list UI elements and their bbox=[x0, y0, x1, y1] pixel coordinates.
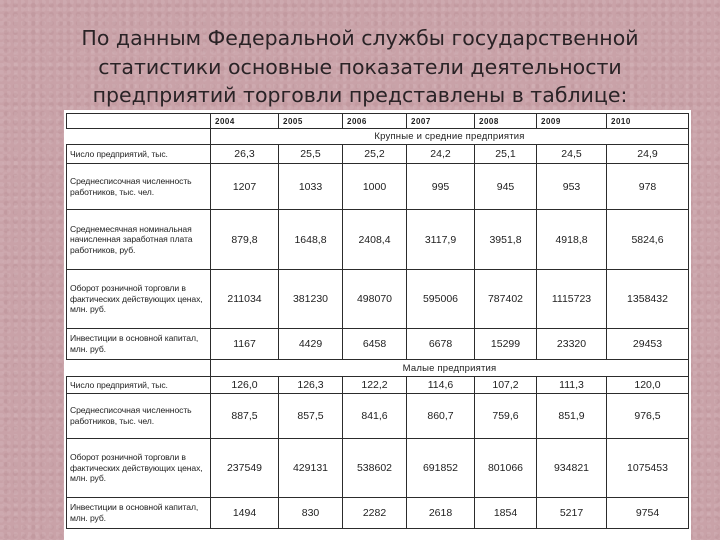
value-cell: 4918,8 bbox=[537, 210, 607, 270]
table-row bbox=[67, 164, 689, 210]
value-cell: 24,5 bbox=[537, 145, 607, 164]
table-row bbox=[67, 210, 689, 270]
row-label: Оборот розничной торговли в фактических действующих ценах, млн. руб. bbox=[67, 270, 211, 329]
value-cell: 538602 bbox=[343, 439, 407, 498]
value-cell: 759,6 bbox=[475, 394, 537, 439]
value-cell: 1648,8 bbox=[279, 210, 343, 270]
row-label: Инвестиции в основной капитал, млн. руб. bbox=[67, 498, 211, 529]
title-line: По данным Федеральной службы государственной bbox=[81, 26, 639, 50]
value-cell: 23320 bbox=[537, 329, 607, 360]
value-cell: 114,6 bbox=[407, 377, 475, 394]
year-header-row bbox=[67, 114, 689, 129]
value-cell: 25,2 bbox=[343, 145, 407, 164]
value-cell: 25,1 bbox=[475, 145, 537, 164]
section-header-row bbox=[67, 360, 689, 377]
section-header-row bbox=[67, 129, 689, 145]
section-spacer-cell bbox=[67, 360, 211, 377]
row-label: Число предприятий, тыс. bbox=[67, 145, 211, 164]
row-label: Среднесписочная численность работников, тыс. чел. bbox=[67, 164, 211, 210]
value-cell: 24,2 bbox=[407, 145, 475, 164]
value-cell: 830 bbox=[279, 498, 343, 529]
value-cell: 498070 bbox=[343, 270, 407, 329]
slide-title bbox=[40, 24, 680, 110]
value-cell: 1358432 bbox=[607, 270, 689, 329]
value-cell: 429131 bbox=[279, 439, 343, 498]
value-cell: 887,5 bbox=[211, 394, 279, 439]
value-cell: 26,3 bbox=[211, 145, 279, 164]
row-label: Число предприятий, тыс. bbox=[67, 377, 211, 394]
table-row bbox=[67, 394, 689, 439]
value-cell: 15299 bbox=[475, 329, 537, 360]
value-cell: 5824,6 bbox=[607, 210, 689, 270]
value-cell: 857,5 bbox=[279, 394, 343, 439]
value-cell: 6458 bbox=[343, 329, 407, 360]
trade-indicators-table bbox=[66, 113, 689, 529]
row-label: Среднесписочная численность работников, тыс. чел. bbox=[67, 394, 211, 439]
section-title: Крупные и средние предприятия bbox=[211, 129, 689, 145]
value-cell: 2618 bbox=[407, 498, 475, 529]
value-cell: 1207 bbox=[211, 164, 279, 210]
value-cell: 211034 bbox=[211, 270, 279, 329]
header-corner-cell bbox=[67, 114, 211, 129]
value-cell: 691852 bbox=[407, 439, 475, 498]
value-cell: 120,0 bbox=[607, 377, 689, 394]
value-cell: 4429 bbox=[279, 329, 343, 360]
value-cell: 595006 bbox=[407, 270, 475, 329]
value-cell: 978 bbox=[607, 164, 689, 210]
scanned-table-image bbox=[64, 110, 691, 540]
value-cell: 6678 bbox=[407, 329, 475, 360]
value-cell: 1115723 bbox=[537, 270, 607, 329]
row-label: Оборот розничной торговли в фактических действующих ценах, млн. руб. bbox=[67, 439, 211, 498]
value-cell: 1494 bbox=[211, 498, 279, 529]
value-cell: 1075453 bbox=[607, 439, 689, 498]
row-label: Инвестиции в основной капитал, млн. руб. bbox=[67, 329, 211, 360]
value-cell: 3951,8 bbox=[475, 210, 537, 270]
section-title: Малые предприятия bbox=[211, 360, 689, 377]
title-line: статистики основные показатели деятельности bbox=[98, 54, 622, 79]
value-cell: 851,9 bbox=[537, 394, 607, 439]
table-row bbox=[67, 270, 689, 329]
year-cell: 2005 bbox=[279, 114, 343, 129]
year-cell: 2010 bbox=[607, 114, 689, 129]
value-cell: 995 bbox=[407, 164, 475, 210]
value-cell: 111,3 bbox=[537, 377, 607, 394]
year-cell: 2007 bbox=[407, 114, 475, 129]
value-cell: 5217 bbox=[537, 498, 607, 529]
value-cell: 122,2 bbox=[343, 377, 407, 394]
value-cell: 801066 bbox=[475, 439, 537, 498]
value-cell: 953 bbox=[537, 164, 607, 210]
row-label: Среднемесячная номинальная начисленная заработная плата работников, руб. bbox=[67, 210, 211, 270]
table-row bbox=[67, 498, 689, 529]
value-cell: 25,5 bbox=[279, 145, 343, 164]
value-cell: 2408,4 bbox=[343, 210, 407, 270]
value-cell: 860,7 bbox=[407, 394, 475, 439]
value-cell: 126,0 bbox=[211, 377, 279, 394]
year-cell: 2008 bbox=[475, 114, 537, 129]
value-cell: 9754 bbox=[607, 498, 689, 529]
value-cell: 1854 bbox=[475, 498, 537, 529]
value-cell: 126,3 bbox=[279, 377, 343, 394]
value-cell: 1167 bbox=[211, 329, 279, 360]
value-cell: 24,9 bbox=[607, 145, 689, 164]
value-cell: 3117,9 bbox=[407, 210, 475, 270]
year-cell: 2006 bbox=[343, 114, 407, 129]
year-cell: 2004 bbox=[211, 114, 279, 129]
section-spacer-cell bbox=[67, 129, 211, 145]
table-row bbox=[67, 145, 689, 164]
table-row bbox=[67, 439, 689, 498]
table-row bbox=[67, 377, 689, 394]
value-cell: 1000 bbox=[343, 164, 407, 210]
value-cell: 381230 bbox=[279, 270, 343, 329]
value-cell: 934821 bbox=[537, 439, 607, 498]
value-cell: 841,6 bbox=[343, 394, 407, 439]
year-cell: 2009 bbox=[537, 114, 607, 129]
value-cell: 2282 bbox=[343, 498, 407, 529]
title-line: предприятий торговли представлены в таблице: bbox=[92, 83, 628, 107]
value-cell: 945 bbox=[475, 164, 537, 210]
value-cell: 107,2 bbox=[475, 377, 537, 394]
value-cell: 1033 bbox=[279, 164, 343, 210]
value-cell: 29453 bbox=[607, 329, 689, 360]
table-row bbox=[67, 329, 689, 360]
value-cell: 879,8 bbox=[211, 210, 279, 270]
value-cell: 976,5 bbox=[607, 394, 689, 439]
value-cell: 237549 bbox=[211, 439, 279, 498]
value-cell: 787402 bbox=[475, 270, 537, 329]
